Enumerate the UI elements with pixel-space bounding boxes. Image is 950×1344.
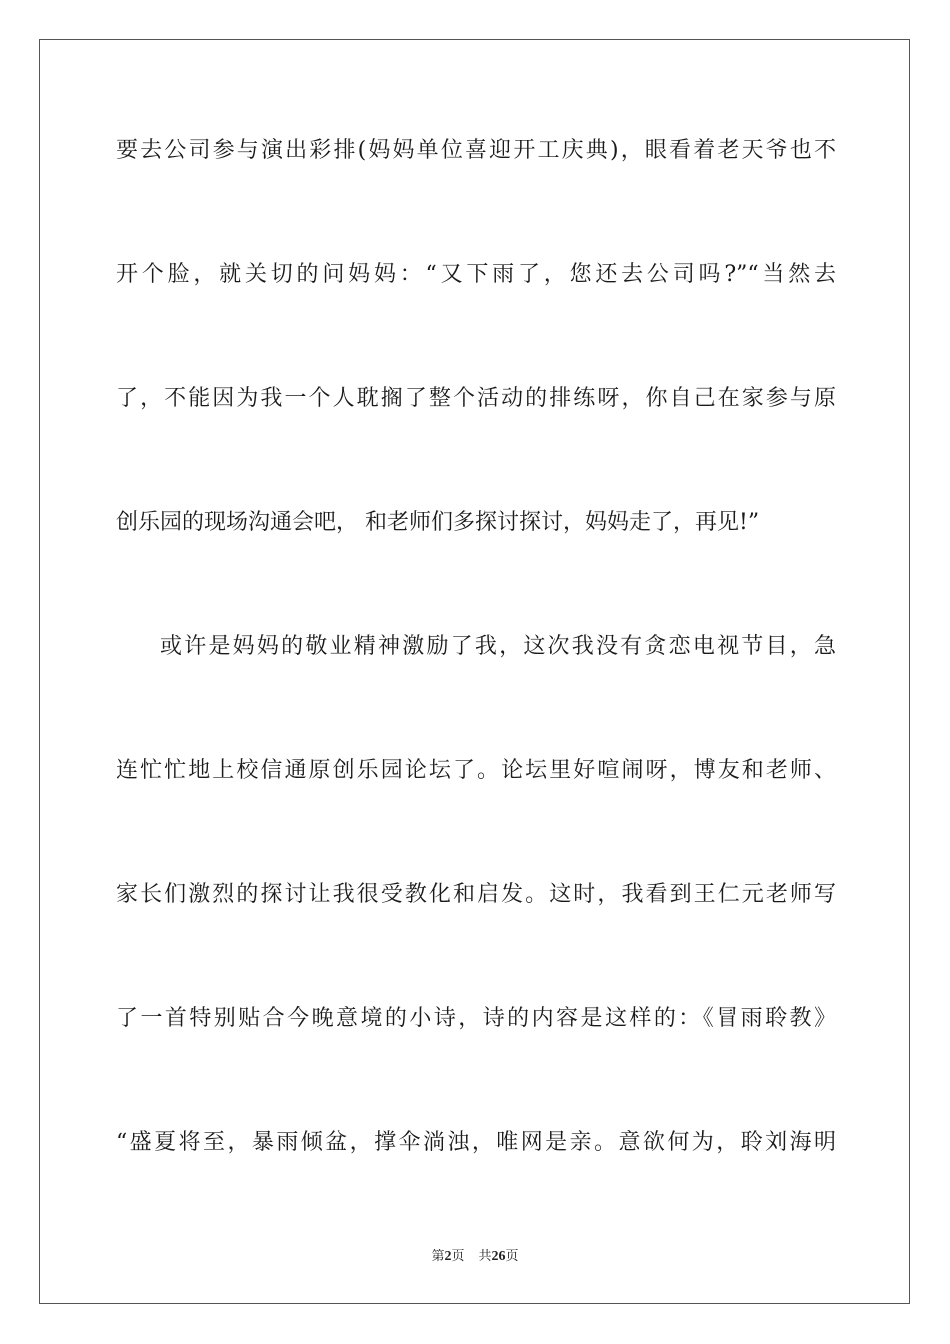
body-text-line-1: 要去公司参与演出彩排(妈妈单位喜迎开工庆典)，眼看着老天爷也不 [116, 138, 836, 163]
body-text-line-2: 开个脸，就关切的问妈妈：“又下雨了，您还去公司吗?”“当然去 [116, 262, 836, 287]
page-border [39, 39, 910, 1304]
page-footer [0, 1248, 950, 1266]
body-text-line-4: 创乐园的现场沟通会吧， 和老师们多探讨探讨，妈妈走了，再见!” [116, 510, 760, 535]
body-text-line-9: “盛夏将至，暴雨倾盆，撑伞淌浊，唯网是亲。意欲何为，聆刘海明 [116, 1130, 836, 1155]
page-number: 2 [444, 1249, 452, 1264]
page-label-prefix: 第 [431, 1249, 445, 1264]
total-pages: 26 [491, 1249, 506, 1264]
body-text-line-8: 了一首特别贴合今晚意境的小诗，诗的内容是这样的：《冒雨聆教》 [116, 1006, 836, 1031]
body-text-line-7: 家长们激烈的探讨让我很受教化和启发。这时，我看到王仁元老师写 [116, 882, 836, 907]
page-label-suffix: 页 [451, 1249, 465, 1264]
body-text-line-3: 了，不能因为我一个人耽搁了整个活动的排练呀，你自己在家参与原 [116, 386, 836, 411]
body-text-line-6: 连忙忙地上校信通原创乐园论坛了。论坛里好喧闹呀，博友和老师、 [116, 758, 836, 783]
total-label-prefix: 共 [478, 1249, 492, 1264]
body-text-line-5: 或许是妈妈的敬业精神激励了我，这次我没有贪恋电视节目，急 [160, 634, 836, 659]
total-label-suffix: 页 [505, 1249, 519, 1264]
